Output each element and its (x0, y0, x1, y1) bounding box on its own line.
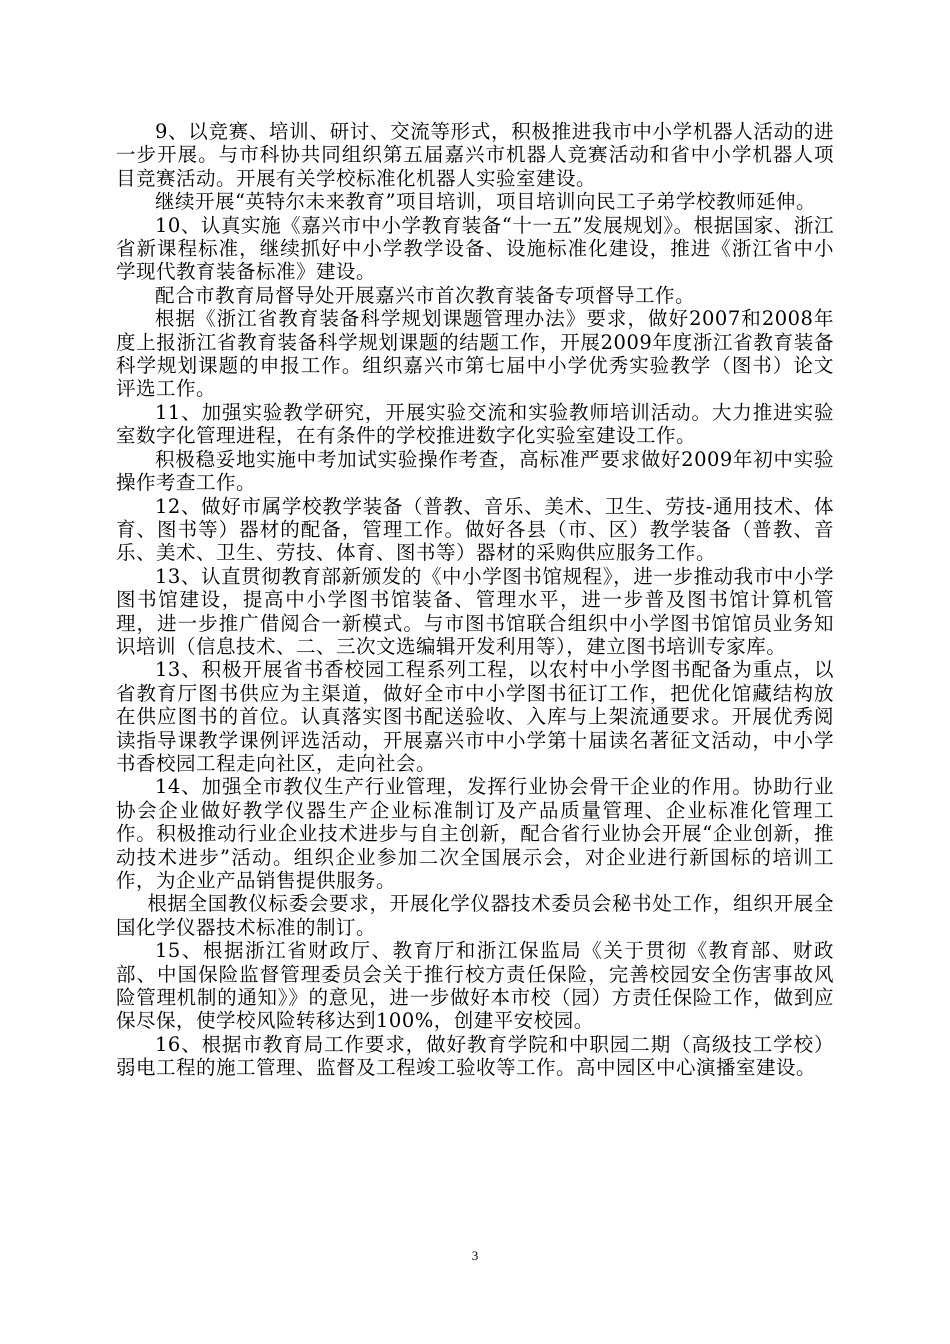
paragraph-library-regulations: 13、认直贯彻教育部新颁发的《中小学图书馆规程》，进一步推动我市中小学图书馆建设，提高中小学图书馆装备、管理水平，进一步普及图书馆计算机管理，进一步推广借阅合一新模式。与市图书馆联合组织中小学图书馆馆员业务知识培训（信息技术、二、三次文选编辑开发利用等），建立图书培训专家库。 (116, 564, 834, 658)
paragraph-equipment-plan: 10、认真实施《嘉兴市中小学教育装备“十一五”发展规划》。根据国家、浙江省新课程标准，继续抓好中小学教学设备、设施标准化建设，推进《浙江省中小学现代教育装备标准》建设。 (116, 213, 834, 284)
paragraph-standards-committee: 根据全国教仪标委会要求，开展化学仪器技术委员会秘书处工作，组织开展全国化学仪器技术标准的制订。 (116, 892, 834, 939)
paragraph-insurance: 15、根据浙江省财政厅、教育厅和浙江保监局《关于贯彻《教育部、财政部、中国保险监督管理委员会关于推行校方责任保险，完善校园安全伤害事故风险管理机制的通知》》的意见，进一步做好本市校（园）方责任保险工作，做到应保尽保，使学校风险转移达到100%，创建平安校园。 (116, 939, 834, 1033)
paragraph-electrical-project: 16、根据市教育局工作要求，做好教育学院和中职园二期（高级技工学校）弱电工程的施工管理、监督及工程竣工验收等工作。高中园区中心演播室建设。 (116, 1032, 834, 1080)
paragraph-reading-campus: 13、积极开展省书香校园工程系列工程，以农村中小学图书配备为重点，以省教育厅图书供应为主渠道，做好全市中小学图书征订工作，把优化馆藏结构放在供应图书的首位。认真落实图书配送验收、入库与上架流通要求。开展优秀阅读指导课教学课例评选活动，开展嘉兴市中小学第十届读名著征文活动，中小学书香校园工程走向社区，走向社会。 (116, 658, 834, 775)
paragraph-equipment-supply: 12、做好市属学校教学装备（普教、音乐、美术、卫生、劳技-通用技术、体育、图书等）器材的配备，管理工作。做好各县（市、区）教学装备（普教、音乐、美术、卫生、劳技、体育、图书等）器材的采购供应服务工作。 (116, 494, 834, 565)
page-number: 3 (471, 1248, 479, 1263)
document-body (116, 120, 834, 1080)
paragraph-research-topics: 根据《浙江省教育装备科学规划课题管理办法》要求，做好2007和2008年度上报浙江省教育装备科学规划课题的结题工作，开展2009年度浙江省教育装备科学规划课题的申报工作。组织嘉兴市第七届中小学优秀实验教学（图书）论文评选工作。 (116, 307, 834, 401)
paragraph-experiment-teaching: 11、加强实验教学研究，开展实验交流和实验教师培训活动。大力推进实验室数字化管理进程，在有条件的学校推进数字化实验室建设工作。 (116, 400, 834, 448)
paragraph-intel-training: 继续开展“英特尔未来教育”项目培训，项目培训向民工子弟学校教师延伸。 (155, 190, 816, 214)
paragraph-supervision: 配合市教育局督导处开展嘉兴市首次教育装备专项督导工作。 (155, 283, 696, 307)
paragraph-exam-experiment: 积极稳妥地实施中考加试实验操作考查，高标准严要求做好2009年初中实验操作考查工作。 (116, 447, 834, 495)
paragraph-industry-management: 14、加强全市教仪生产行业管理，发挥行业协会骨干企业的作用。协助行业协会企业做好教学仪器生产企业标准制订及产品质量管理、企业标准化管理工作。积极推动行业企业技术进步与自主创新，配合省行业协会开展“企业创新，推动技术进步”活动。组织企业参加二次全国展示会，对企业进行新国标的培训工作，为企业产品销售提供服务。 (116, 775, 834, 892)
paragraph-robotics: 9、以竞赛、培训、研讨、交流等形式，积极推进我市中小学机器人活动的进一步开展。与市科协共同组织第五届嘉兴市机器人竞赛活动和省中小学机器人项目竞赛活动。开展有关学校标准化机器人实验室建设。 (116, 120, 834, 190)
